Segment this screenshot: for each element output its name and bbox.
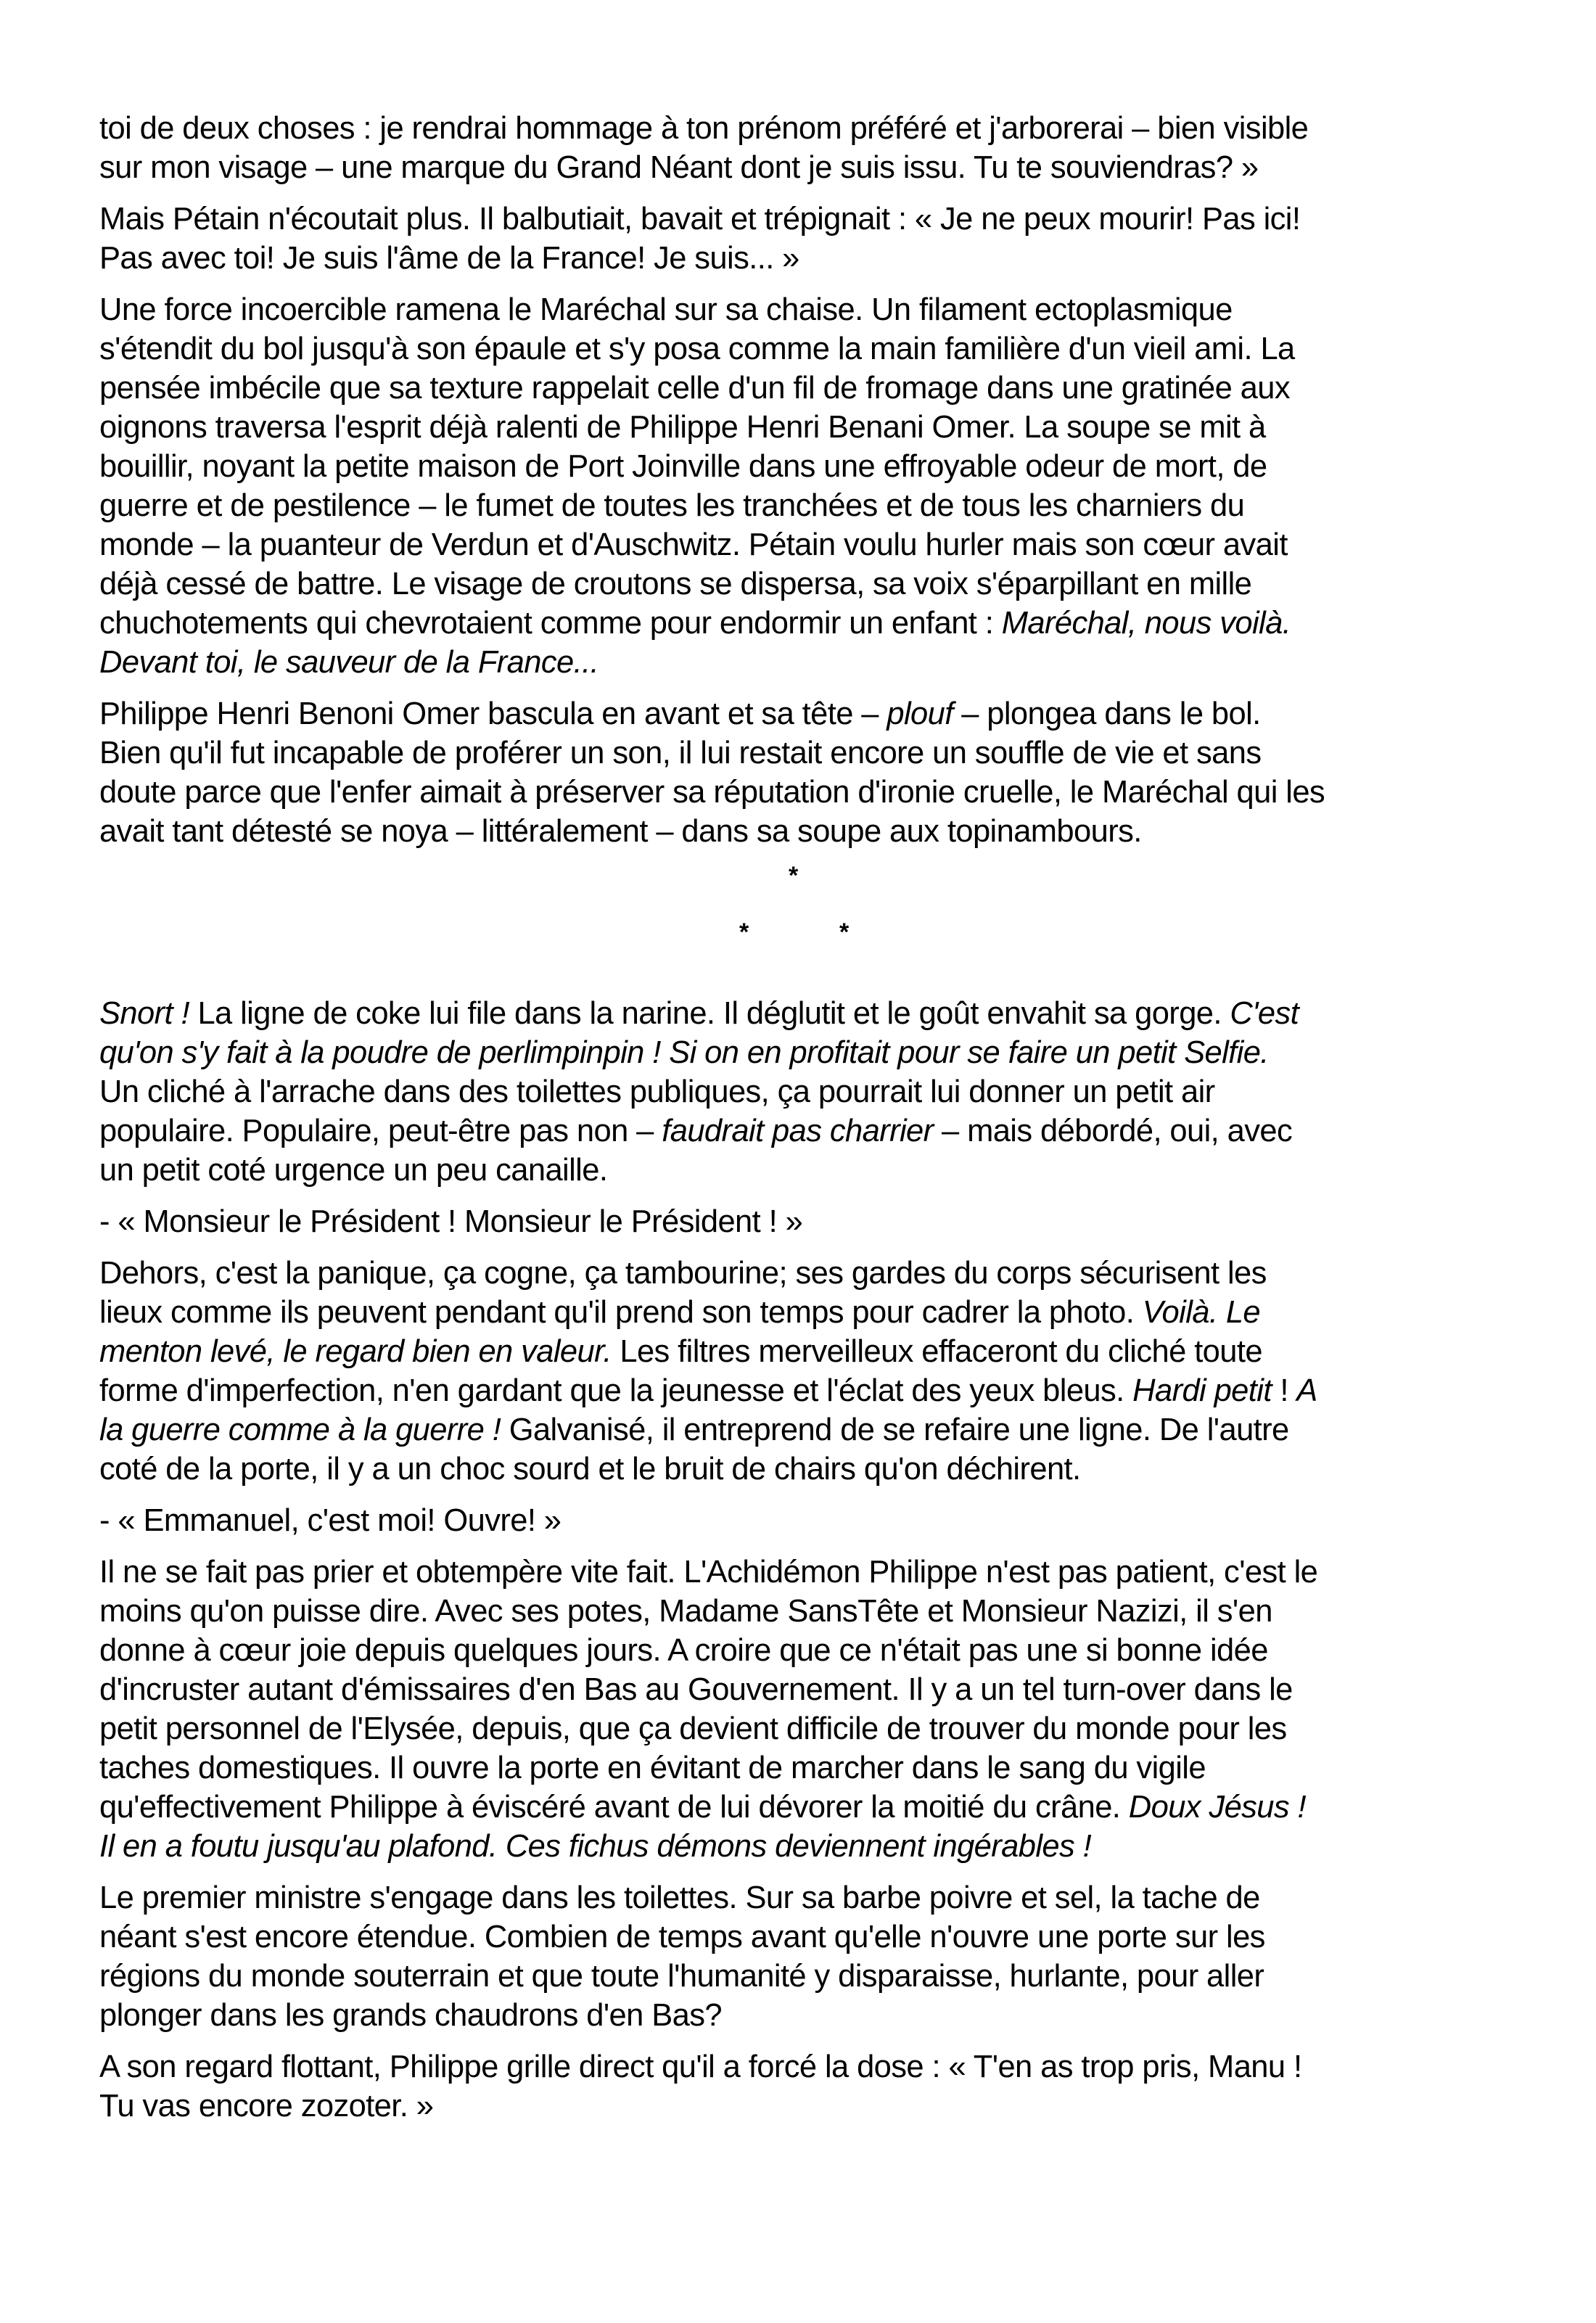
paragraph-p1 — [99, 109, 1500, 187]
text-run: Un cliché à l'arrache dans des toilettes publiques, ça pourrait lui donner un petit air — [99, 1074, 1215, 1109]
text-run: Philippe Henri Benoni Omer bascula en avant et sa tête – — [99, 696, 887, 731]
text-run: forme d'imperfection, n'en gardant que la jeunesse et l'éclat des yeux bleus. — [99, 1373, 1133, 1408]
text-run: Pas avec toi! Je suis l'âme de la France! Je suis... » — [99, 241, 799, 276]
text-run: petit personnel de l'Elysée, depuis, que ça devient difficile de trouver du monde pour les — [99, 1711, 1287, 1746]
text-run: chuchotements qui chevrotaient comme pour endormir un enfant : — [99, 606, 1002, 641]
paragraph-p6 — [99, 1202, 1500, 1241]
text-run: guerre et de pestilence – le fumet de toutes les tranchées et de tous les charniers du — [99, 488, 1245, 523]
text-run: s'étendit du bol jusqu'à son épaule et s'y posa comme la main familière d'un vieil ami. La — [99, 332, 1295, 366]
text-run: populaire. Populaire, peut-être pas non – — [99, 1114, 662, 1148]
separator-asterisk: * — [789, 862, 798, 889]
paragraph-p9 — [99, 1553, 1500, 1866]
text-run: A son regard flottant, Philippe grille direct qu'il a forcé la dose : « T'en as trop pris, Manu ! — [99, 2049, 1302, 2084]
text-run: Galvanisé, il entreprend de se refaire une ligne. De l'autre — [501, 1413, 1289, 1447]
text-run: Il ne se fait pas prier et obtempère vite fait. L'Achidémon Philippe n'est pas patient, c'est le — [99, 1555, 1318, 1590]
text-run: - « Monsieur le Président ! Monsieur le Président ! » — [99, 1204, 803, 1239]
text-run: Le premier ministre s'engage dans les toilettes. Sur sa barbe poivre et sel, la tache de — [99, 1880, 1260, 1915]
italic-text: Snort ! — [99, 996, 189, 1031]
text-run: néant s'est encore étendue. Combien de temps avant qu'elle n'ouvre une porte sur les — [99, 1920, 1265, 1954]
text-run: Dehors, c'est la panique, ça cogne, ça tambourine; ses gardes du corps sécurisent les — [99, 1256, 1267, 1291]
text-run: moins qu'on puisse dire. Avec ses potes, Madame SansTête et Monsieur Nazizi, il s'en — [99, 1594, 1272, 1629]
italic-text: Doux Jésus ! — [1128, 1790, 1307, 1825]
text-run: plonger dans les grands chaudrons d'en Bas? — [99, 1998, 722, 2033]
text-run: La ligne de coke lui file dans la narine. Il déglutit et le goût envahit sa gorge. — [189, 996, 1230, 1031]
italic-text: faudrait pas charrier — [662, 1114, 934, 1148]
paragraph-p7 — [99, 1254, 1500, 1489]
text-run: coté de la porte, il y a un choc sourd et le bruit de chairs qu'on déchirent. — [99, 1452, 1081, 1487]
text-run: Les filtres merveilleux effaceront du cliché toute — [611, 1334, 1262, 1369]
text-run: – plongea dans le bol. — [953, 696, 1261, 731]
paragraph-p8 — [99, 1501, 1500, 1540]
paragraph-p11 — [99, 2047, 1500, 2126]
paragraph-p3 — [99, 290, 1500, 682]
text-run: qu'effectivement Philippe à éviscéré avant de lui dévorer la moitié du crâne. — [99, 1790, 1129, 1825]
text-run: d'incruster autant d'émissaires d'en Bas au Gouvernement. Il y a un tel turn-over dans le — [99, 1672, 1293, 1707]
text-run: ! — [1271, 1373, 1297, 1408]
text-run: – mais débordé, oui, avec — [933, 1114, 1293, 1148]
text-run: pensée imbécile que sa texture rappelait celle d'un fil de fromage dans une gratinée aux — [99, 371, 1291, 406]
italic-text: plouf — [887, 696, 953, 731]
text-run: Une force incoercible ramena le Maréchal sur sa chaise. Un filament ectoplasmique — [99, 292, 1233, 327]
text-run: doute parce que l'enfer aimait à préserver sa réputation d'ironie cruelle, le Maréchal qui les — [99, 775, 1325, 810]
italic-text: Il en a foutu jusqu'au plafond. Ces fichus démons deviennent ingérables ! — [99, 1829, 1092, 1864]
section-separator — [99, 863, 1500, 994]
italic-text: Devant toi, le sauveur de la France... — [99, 645, 599, 680]
paragraph-p2 — [99, 200, 1500, 278]
text-run: toi de deux choses : je rendrai hommage à ton prénom préféré et j'arborerai – bien visible — [99, 111, 1309, 146]
text-run: avait tant détesté se noya – littéralement – dans sa soupe aux topinambours. — [99, 814, 1142, 849]
text-run: Tu vas encore zozoter. » — [99, 2089, 434, 2123]
italic-text: A — [1296, 1373, 1317, 1408]
separator-asterisk: * — [839, 918, 849, 946]
paragraph-p4 — [99, 694, 1500, 851]
text-run: donne à cœur joie depuis quelques jours. A croire que ce n'était pas une si bonne idée — [99, 1633, 1268, 1668]
italic-text: qu'on s'y fait à la poudre de perlimpinpin ! Si on en profitait pour se faire un petit Selfie. — [99, 1035, 1269, 1070]
paragraph-p5 — [99, 994, 1500, 1190]
text-run: taches domestiques. Il ouvre la porte en évitant de marcher dans le sang du vigile — [99, 1751, 1206, 1785]
italic-text: menton levé, le regard bien en valeur. — [99, 1334, 612, 1369]
text-run: Mais Pétain n'écoutait plus. Il balbutiait, bavait et trépignait : « Je ne peux mourir! Pas ici! — [99, 202, 1301, 237]
italic-text: Hardi petit — [1132, 1373, 1272, 1408]
text-run: Bien qu'il fut incapable de proférer un son, il lui restait encore un souffle de vie et sans — [99, 736, 1262, 770]
italic-text: Maréchal, nous voilà. — [1001, 606, 1291, 641]
italic-text: Voilà. Le — [1142, 1295, 1261, 1330]
text-run: oignons traversa l'esprit déjà ralenti de Philippe Henri Benani Omer. La soupe se mit à — [99, 410, 1266, 445]
text-run: - « Emmanuel, c'est moi! Ouvre! » — [99, 1503, 562, 1538]
document-page — [99, 109, 1500, 2138]
text-run: lieux comme ils peuvent pendant qu'il prend son temps pour cadrer la photo. — [99, 1295, 1143, 1330]
text-run: sur mon visage – une marque du Grand Néant dont je suis issu. Tu te souviendras? » — [99, 150, 1259, 185]
text-run: un petit coté urgence un peu canaille. — [99, 1153, 608, 1188]
text-run: régions du monde souterrain et que toute l'humanité y disparaisse, hurlante, pour aller — [99, 1959, 1264, 1994]
italic-text: C'est — [1230, 996, 1299, 1031]
text-run: monde – la puanteur de Verdun et d'Auschwitz. Pétain voulu hurler mais son cœur avait — [99, 527, 1288, 562]
text-run: déjà cessé de battre. Le visage de croutons se dispersa, sa voix s'éparpillant en mille — [99, 567, 1252, 601]
italic-text: la guerre comme à la guerre ! — [99, 1413, 501, 1447]
paragraph-p10 — [99, 1878, 1500, 2035]
text-run: bouillir, noyant la petite maison de Port Joinville dans une effroyable odeur de mort, de — [99, 449, 1267, 484]
separator-asterisk: * — [739, 918, 749, 946]
